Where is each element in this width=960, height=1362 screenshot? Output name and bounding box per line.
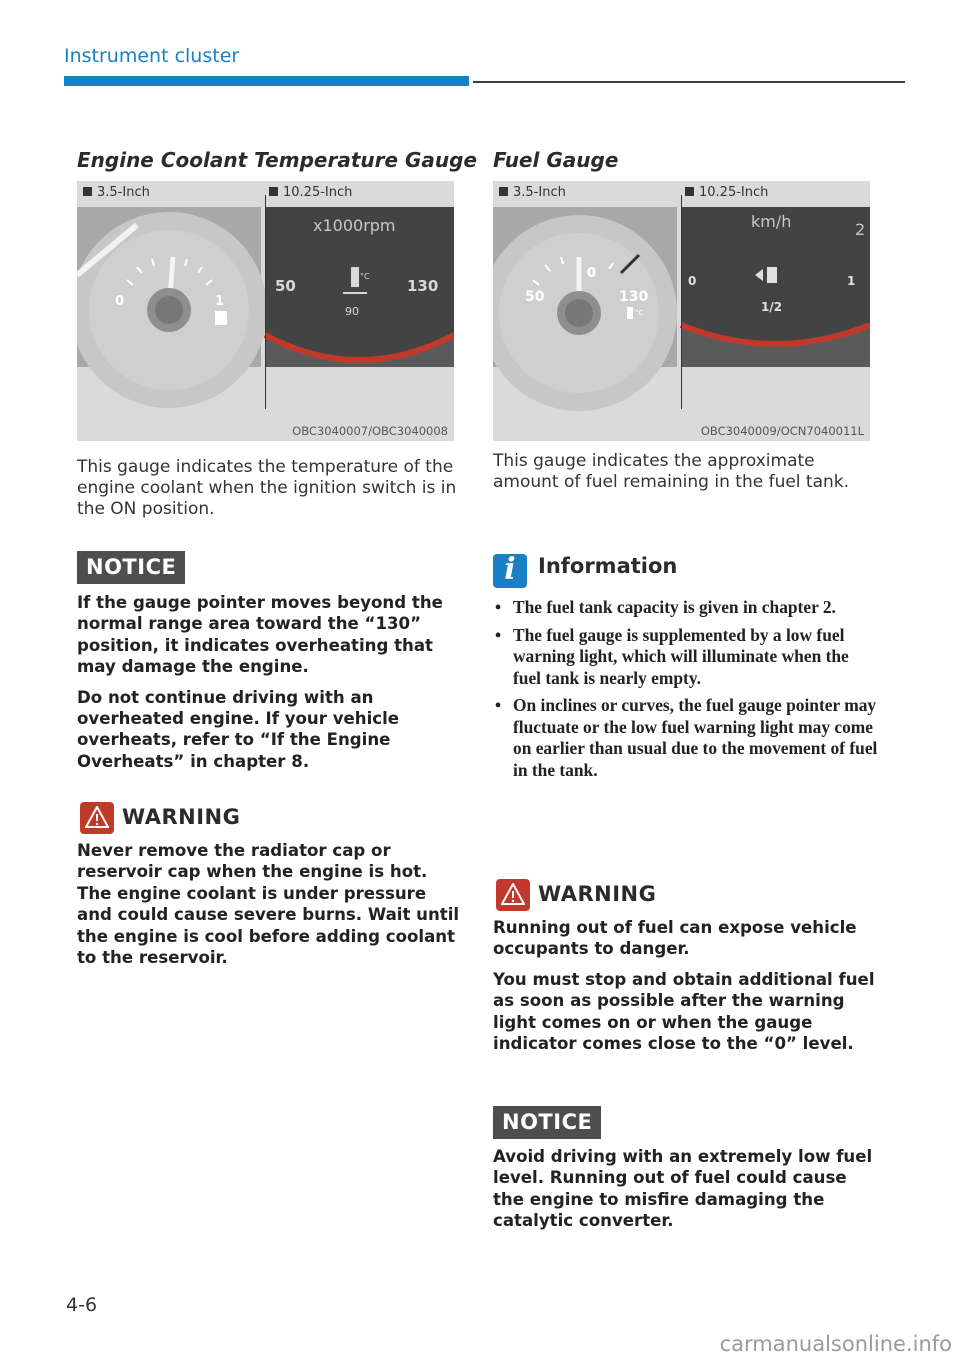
figure-code: OBC3040009/OCN7040011L (700, 424, 864, 438)
figure-label-small: 3.5-Inch (83, 185, 150, 200)
figure-label-large: 10.25-Inch (685, 185, 768, 200)
list-item: • The fuel gauge is supplemented by a low fuel warning light, which will illuminate when the fuel tank is nearly empty. (493, 625, 878, 690)
svg-text:x1000rpm: x1000rpm (313, 216, 396, 235)
svg-text:km/h: km/h (751, 212, 792, 231)
warning-icon (496, 879, 530, 911)
svg-text:90: 90 (345, 305, 359, 318)
figure-label-small: 3.5-Inch (499, 185, 566, 200)
coolant-warning-text: Never remove the radiator cap or reservoir cap when the engine is hot. The engine coolant is under pressure and could cause severe burns. Wait until the engine is cool before adding coolant to the reservoir. (77, 841, 460, 968)
list-item: • On inclines or curves, the fuel gauge pointer may fluctuate or the low fuel warning light may come on earlier than usual due to the movement of fuel in the tank. (493, 695, 878, 781)
header-title: Instrument cluster (64, 45, 240, 67)
header-rule (473, 81, 905, 83)
figure-code: OBC3040007/OBC3040008 (292, 424, 448, 438)
svg-text:0: 0 (115, 294, 125, 309)
header-accent-bar (64, 76, 469, 86)
svg-text:130: 130 (619, 289, 649, 305)
coolant-notice-paragraph-1: If the gauge pointer moves beyond the normal range area toward the “130” position, it indicates overheating that may damage the engine. (77, 593, 443, 677)
svg-text:0: 0 (587, 266, 597, 281)
coolant-section-title: Engine Coolant Temperature Gauge (77, 148, 478, 172)
info-title: Information (538, 554, 678, 578)
coolant-description: This gauge indicates the temperature of the engine coolant when the ignition switch is in the ON position. (77, 457, 457, 519)
warning-icon (80, 802, 114, 834)
figure-divider (265, 195, 266, 409)
fuel-warning-paragraph-2: You must stop and obtain additional fuel as soon as possible after the warning light comes on or when the gauge indicator comes close to the “0” level. (493, 969, 875, 1054)
svg-text:50: 50 (275, 277, 296, 295)
info-icon: i (493, 554, 527, 588)
svg-text:°C: °C (635, 309, 644, 317)
svg-text:1: 1 (215, 294, 225, 309)
figure-divider (681, 195, 682, 409)
figure-label-large: 10.25-Inch (269, 185, 352, 200)
list-item: • The fuel tank capacity is given in chapter 2. (493, 597, 878, 619)
svg-text:0: 0 (688, 274, 697, 288)
svg-text:1: 1 (847, 274, 856, 288)
fuel-description: This gauge indicates the approximate amount of fuel remaining in the fuel tank. (493, 451, 850, 492)
coolant-notice-badge: NOTICE (77, 551, 185, 584)
fuel-warning-title: WARNING (538, 882, 657, 906)
coolant-warning-title: WARNING (122, 805, 241, 829)
svg-text:50: 50 (525, 289, 545, 305)
svg-text:2: 2 (855, 220, 866, 239)
fuel-section-title: Fuel Gauge (493, 148, 619, 172)
page-number: 4-6 (66, 1294, 98, 1316)
fuel-warning-text (493, 917, 878, 1063)
fuel-notice-badge: NOTICE (493, 1106, 601, 1139)
watermark: carmanualsonline.info (719, 1332, 952, 1356)
fuel-warning-paragraph-1: Running out of fuel can expose vehicle occupants to danger. (493, 918, 857, 959)
svg-text:1/2: 1/2 (761, 300, 783, 314)
svg-text:130: 130 (407, 277, 439, 295)
coolant-notice-paragraph-2: Do not continue driving with an overheated engine. If your vehicle overheats, refer to “If the Engine Overheats” in chapter 8. (77, 687, 400, 771)
svg-text:°C: °C (360, 272, 370, 281)
coolant-notice-text (77, 592, 462, 781)
info-list (493, 597, 878, 787)
fuel-notice-text: Avoid driving with an extremely low fuel level. Running out of fuel could cause the engine to misfire damaging the catalytic converter. (493, 1147, 873, 1231)
